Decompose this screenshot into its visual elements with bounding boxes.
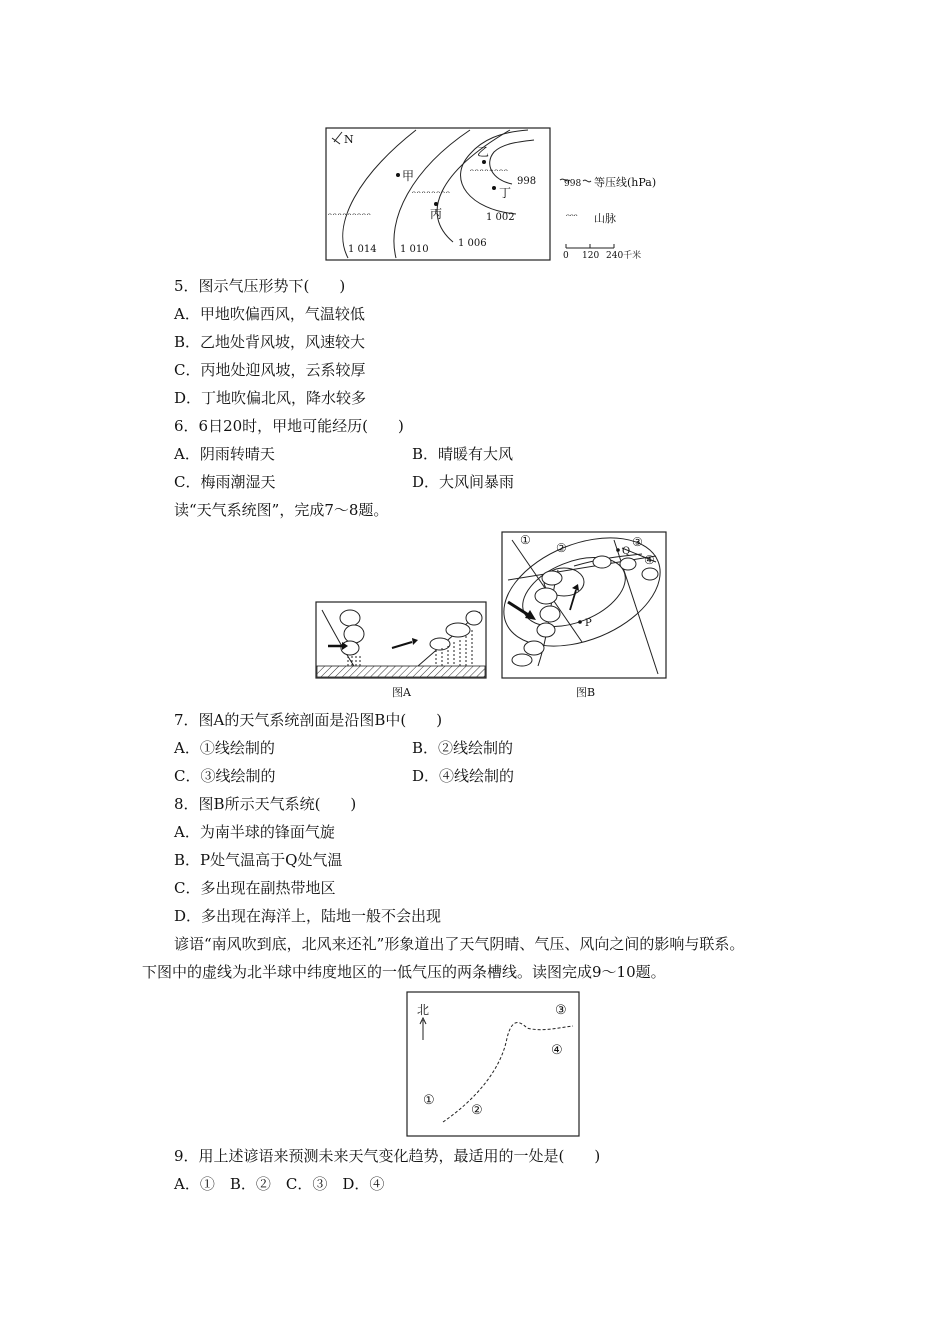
scale-0: 0 xyxy=(563,251,569,261)
q7-option-c: C．③线绘制的 xyxy=(174,767,276,785)
scale-240: 240千米 xyxy=(606,251,642,261)
q5-option-b: B．乙地处背风坡，风速较大 xyxy=(174,333,366,351)
q5-option-a: A．甲地吹偏西风，气温较低 xyxy=(174,305,365,323)
q5-stem: 5．图示气压形势下( ) xyxy=(174,277,346,295)
label-q: Q xyxy=(622,546,631,557)
q6-option-c: C．梅雨潮湿天 xyxy=(174,473,276,491)
legend-mountain-label: 山脉 xyxy=(594,212,616,225)
q7-option-b: B．②线绘制的 xyxy=(412,739,514,757)
label-circle-2: ② xyxy=(556,541,567,555)
weather-system-figure xyxy=(312,530,672,702)
label-circle-1: ① xyxy=(423,1093,435,1108)
q8-option-d: D．多出现在海洋上，陆地一般不会出现 xyxy=(174,907,442,925)
q9-options: A．① B．② C．③ D．④ xyxy=(174,1175,385,1193)
scale-120: 120 xyxy=(582,251,600,261)
q7-stem: 7．图A的天气系统剖面是沿图B中( ) xyxy=(174,711,443,729)
isobar-label-998: 998 xyxy=(517,176,537,187)
svg-text:ᵔᵔᵔᵔᵔᵔᵔᵔ: ᵔᵔᵔᵔᵔᵔᵔᵔ xyxy=(412,190,451,201)
caption-fig-b: 图B xyxy=(576,686,596,699)
place-yi: 乙 xyxy=(477,145,490,159)
label-circle-4: ④ xyxy=(551,1043,563,1058)
q6-option-b: B．晴暖有大风 xyxy=(412,445,514,463)
isobar-label-1014: 1 014 xyxy=(348,244,377,255)
label-circle-1: ① xyxy=(520,533,531,547)
intro-9-10-line2: 下图中的虚线为北半球中纬度地区的一低气压的两条槽线。读图完成9～10题。 xyxy=(142,963,666,981)
q6-stem: 6．6日20时，甲地可能经历( ) xyxy=(174,417,404,435)
place-ding: 丁 xyxy=(499,186,512,200)
q9-stem: 9．用上述谚语来预测未来天气变化趋势，最适用的一处是( ) xyxy=(174,1147,601,1165)
q8-option-b: B．P处气温高于Q处气温 xyxy=(174,851,343,869)
place-bing: 丙 xyxy=(430,207,443,221)
label-circle-4: ④ xyxy=(644,553,655,567)
q8-stem: 8．图B所示天气系统( ) xyxy=(174,795,357,813)
trough-line-figure xyxy=(405,990,585,1138)
north-label: N xyxy=(344,133,354,146)
svg-text:ᵔᵔᵔᵔᵔᵔᵔᵔᵔ: ᵔᵔᵔᵔᵔᵔᵔᵔᵔ xyxy=(328,212,372,223)
isobar-label-1006: 1 006 xyxy=(458,238,487,249)
isobar-label-1002: 1 002 xyxy=(486,212,515,223)
legend-isobar-value: 998 xyxy=(564,179,582,189)
isobar-map-figure xyxy=(320,124,670,264)
q5-option-d: D．丁地吹偏北风，降水较多 xyxy=(174,389,367,407)
svg-text:ᵔᵔᵔ: ᵔᵔᵔ xyxy=(566,213,578,224)
intro-9-10-line1: 谚语“南风吹到底，北风来还礼”形象道出了天气阴晴、气压、风向之间的影响与联系。 xyxy=(174,935,745,953)
q5-option-c: C．丙地处迎风坡，云系较厚 xyxy=(174,361,366,379)
label-circle-3: ③ xyxy=(555,1003,567,1018)
place-jia: 甲 xyxy=(402,169,415,183)
q6-option-a: A．阴雨转晴天 xyxy=(174,445,275,463)
label-circle-3: ③ xyxy=(632,535,643,549)
label-p: P xyxy=(585,618,592,629)
q8-option-a: A．为南半球的锋面气旋 xyxy=(174,823,335,841)
legend-isobar-label: 等压线(hPa) xyxy=(594,176,657,189)
q6-option-d: D．大风间暴雨 xyxy=(412,473,515,491)
label-circle-2: ② xyxy=(471,1103,483,1118)
caption-fig-a: 图A xyxy=(392,686,411,699)
isobar-label-1010: 1 010 xyxy=(400,244,429,255)
svg-text:ᵔᵔᵔᵔᵔᵔᵔᵔ: ᵔᵔᵔᵔᵔᵔᵔᵔ xyxy=(470,168,509,179)
intro-7-8: 读“天气系统图”，完成7～8题。 xyxy=(174,501,389,519)
q7-option-d: D．④线绘制的 xyxy=(412,767,515,785)
q7-option-a: A．①线绘制的 xyxy=(174,739,275,757)
q8-option-c: C．多出现在副热带地区 xyxy=(174,879,336,897)
north-label-bei: 北 xyxy=(417,1003,430,1017)
